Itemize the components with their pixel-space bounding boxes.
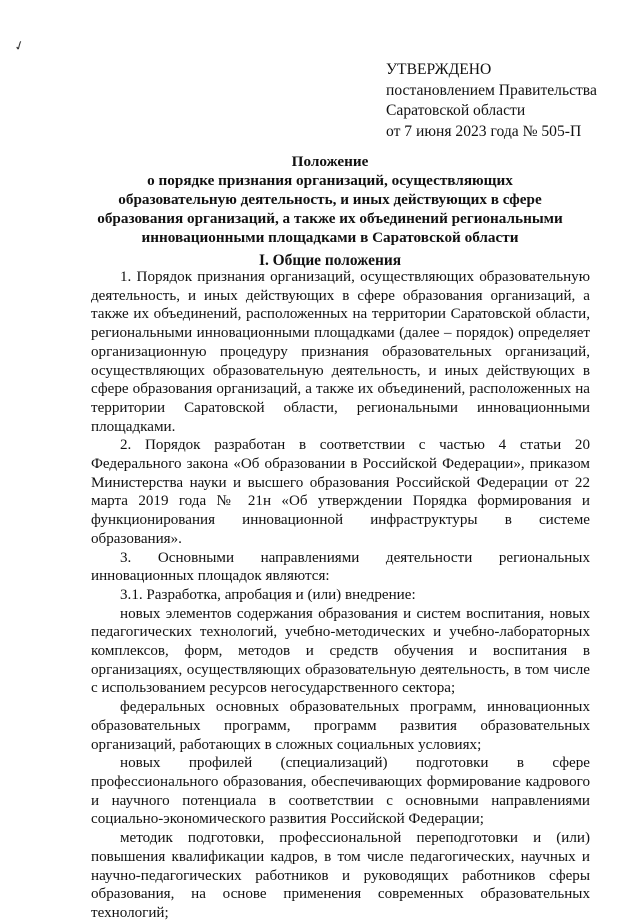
approval-block xyxy=(386,60,626,142)
title-line: образовательную деятельность, и иных действующих в сфере xyxy=(118,191,542,208)
approval-line: Саратовской области xyxy=(386,102,526,119)
approval-line: от 7 июня 2023 года № 505-П xyxy=(386,122,582,140)
paragraph: 1. Порядок признания организаций, осуществляющих образовательную деятельность, и иных действующих в сфере образования организаций, а также их объединений, расположенных на территории Саратовской области, региональными инновационными площадками (далее – порядок) определяет организационную процедуру признания образовательных организаций, осуществляющих образовательную деятельность, и иных действующих в сфере образования организаций, а также их объединений, расположенных на территории Саратовской области, региональными инновационными площадками. xyxy=(91,269,590,435)
title-line: инновационными площадками в Саратовской области xyxy=(141,229,519,246)
title-line: о порядке признания организаций, осуществляющих xyxy=(147,172,513,189)
paragraph: 3.1. Разработка, апробация и (или) внедрение: xyxy=(120,586,416,603)
paragraph: федеральных основных образовательных программ, инновационных образовательных программ, программ развития образовательных организаций, работающих в сложных социальных условиях; xyxy=(91,699,590,753)
paragraph: 3. Основными направлениями деятельности региональных инновационных площадок являются: xyxy=(91,549,590,585)
title-line: Положение xyxy=(291,153,369,170)
approval-heading: УТВЕРЖДЕНО xyxy=(386,61,492,78)
paragraph: 2. Порядок разработан в соответствии с частью 4 статьи 20 Федерального закона «Об образовании в Российской Федерации», приказом Министерства науки и высшего образования Российской Федерации от 22 марта 2019 года № 21н «Об утверждении Порядка формирования и функционирования инновационной инфраструктуры в системе образования». xyxy=(91,437,590,547)
document-body xyxy=(91,268,590,923)
paragraph: новых профилей (специализаций) подготовки в сфере профессионального образования, обеспечивающих формирование кадрового и научного потенциала в соответствии с основными направлениями социально-экономического развития Российской Федерации; xyxy=(91,755,590,828)
title-line: образования организаций, а также их объединений региональными xyxy=(97,210,563,227)
approval-line: постановлением Правительства xyxy=(386,81,597,99)
section-heading: I. Общие положения xyxy=(258,252,402,269)
scan-mark: ✓ xyxy=(11,36,27,55)
paragraph: методик подготовки, профессиональной переподготовки и (или) повышения квалификации кадров, в том числе педагогических, научных и научно-педагогических работников и руководящих работников сферы образования, на основе применения современных образовательных технологий; xyxy=(91,830,590,921)
document-title xyxy=(60,152,600,247)
paragraph: новых элементов содержания образования и систем воспитания, новых педагогических технологий, учебно-методических и учебно-лабораторных комплексов, форм, методов и средств обучения и воспитания в организациях, осуществляющих образовательную деятельность, в том числе с использованием ресурсов негосударственного сектора; xyxy=(91,605,590,697)
